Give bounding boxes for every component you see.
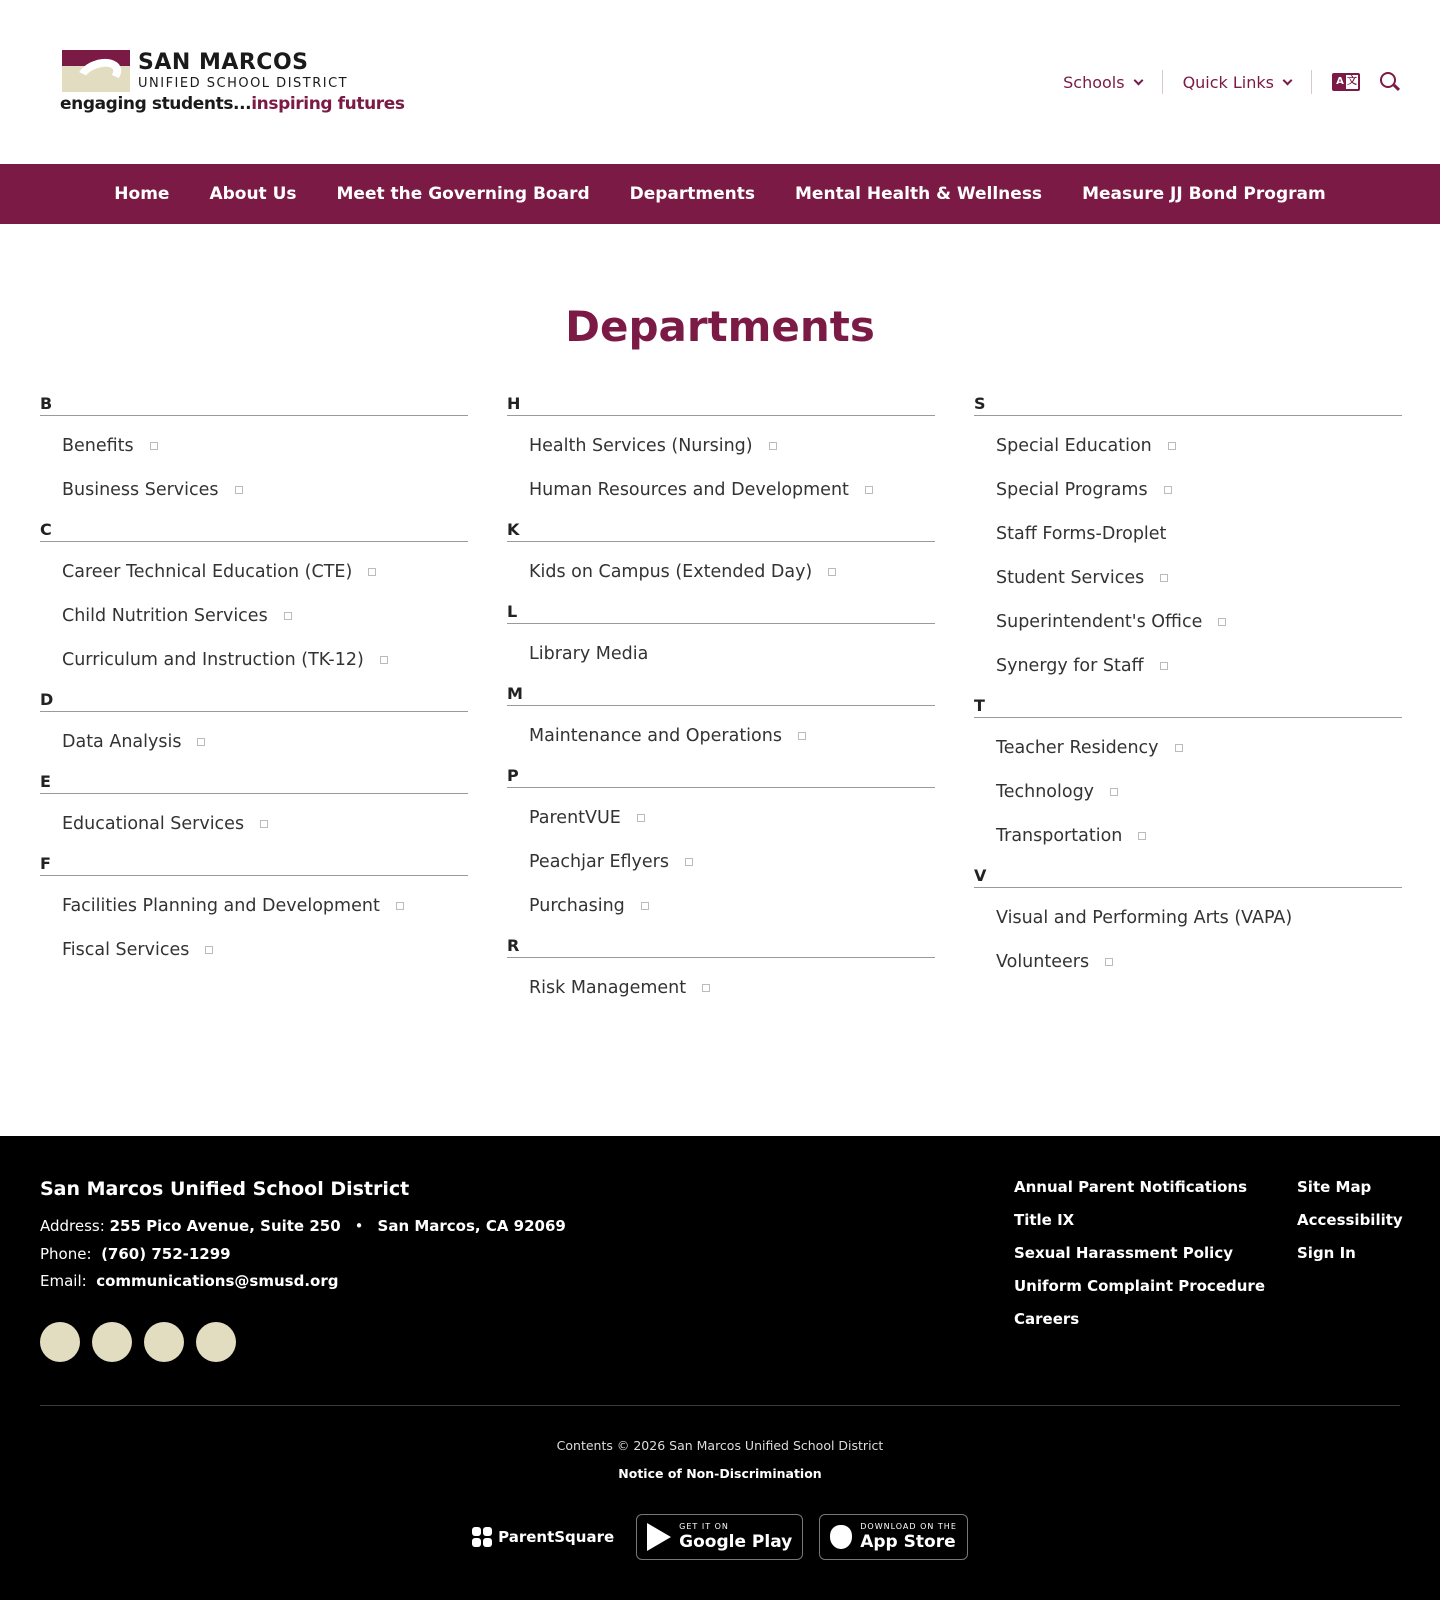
search-icon[interactable] [1380,72,1400,92]
google-play-badge[interactable]: GET IT ON Google Play [636,1514,803,1560]
department-link[interactable] [507,632,935,676]
department-link[interactable] [507,966,935,1010]
department-label: ParentVUE [529,808,621,828]
department-link[interactable] [507,884,935,928]
department-group [507,766,935,936]
department-list [507,788,935,936]
department-label: Library Media [529,644,649,664]
logo-name: SAN MARCOS [138,50,309,75]
footer-link[interactable]: Annual Parent Notifications [1014,1178,1248,1196]
department-column [974,394,1402,992]
group-letter: K [507,520,935,542]
department-list [40,794,468,854]
department-link[interactable] [974,726,1402,770]
parentsquare-link[interactable]: ParentSquare [472,1527,620,1547]
department-link[interactable] [507,424,935,468]
department-group [40,772,468,854]
department-link[interactable] [40,802,468,846]
main-nav [0,164,1440,224]
department-link[interactable] [40,550,468,594]
department-link[interactable] [40,928,468,972]
external-link-icon [1105,958,1113,966]
nav-item[interactable]: About Us [209,184,297,204]
department-column [40,394,468,980]
department-list [40,712,468,772]
external-link-icon [702,984,710,992]
group-letter: V [974,866,1402,888]
quick-links-label: Quick Links [1182,72,1274,92]
department-link[interactable] [974,644,1402,688]
department-label: Superintendent's Office [996,612,1203,632]
department-label: Facilities Planning and Development [62,896,380,916]
external-link-icon [685,858,693,866]
external-link-icon [1164,486,1172,494]
app-store-badge[interactable]: DOWNLOAD ON THE App Store [819,1514,968,1560]
social-icon[interactable] [40,1322,80,1362]
department-label: Curriculum and Instruction (TK-12) [62,650,364,670]
social-icon[interactable] [92,1322,132,1362]
district-logo[interactable] [60,48,405,120]
external-link-icon [205,946,213,954]
external-link-icon [368,568,376,576]
external-link-icon [1218,618,1226,626]
department-list [507,706,935,766]
department-label: Human Resources and Development [529,480,849,500]
footer-link[interactable]: Sexual Harassment Policy [1014,1244,1233,1262]
footer-address: Address: 255 Pico Avenue, Suite 250 • San Marcos, CA 92069 [40,1217,566,1235]
department-group [40,854,468,980]
department-list [40,416,468,520]
external-link-icon [1110,788,1118,796]
department-group [974,394,1402,696]
department-label: Health Services (Nursing) [529,436,753,456]
department-label: Purchasing [529,896,625,916]
department-group [40,520,468,690]
group-letter: T [974,696,1402,718]
main-content [0,224,1440,1136]
apple-icon [830,1525,852,1549]
department-group [974,866,1402,992]
group-letter: S [974,394,1402,416]
nav-item[interactable]: Meet the Governing Board [336,184,590,204]
department-link[interactable] [974,556,1402,600]
external-link-icon [197,738,205,746]
app-badges [0,1514,1440,1560]
external-link-icon [769,442,777,450]
department-group [507,684,935,766]
department-link[interactable] [974,468,1402,512]
logo-subname: UNIFIED SCHOOL DISTRICT [138,76,349,91]
department-list [974,888,1402,992]
external-link-icon [1138,832,1146,840]
department-link[interactable] [40,424,468,468]
department-label: Risk Management [529,978,687,998]
schools-dropdown[interactable] [1043,73,1161,92]
external-link-icon [637,814,645,822]
footer-links [1014,1178,1265,1343]
nav-item[interactable]: Mental Health & Wellness [795,184,1043,204]
department-label: Technology [996,782,1095,802]
schools-label: Schools [1063,72,1125,92]
external-link-icon [235,486,243,494]
nav-item[interactable]: Departments [629,184,756,204]
department-label: Business Services [62,480,219,500]
department-label: Special Programs [996,480,1148,500]
google-play-icon [647,1523,671,1551]
group-letter: H [507,394,935,416]
group-letter: E [40,772,468,794]
external-link-icon [1168,442,1176,450]
department-label: Teacher Residency [996,738,1159,758]
department-link[interactable] [974,896,1402,940]
department-link[interactable] [40,468,468,512]
external-link-icon [396,902,404,910]
department-label: Career Technical Education (CTE) [62,562,353,582]
department-label: Fiscal Services [62,940,190,960]
social-icon[interactable] [144,1322,184,1362]
department-group [40,690,468,772]
external-link-icon [1175,744,1183,752]
department-label: Visual and Performing Arts (VAPA) [996,908,1293,928]
department-label: Student Services [996,568,1145,588]
quick-links-dropdown[interactable] [1163,73,1311,92]
external-link-icon [641,902,649,910]
department-group [507,936,935,1018]
department-list [507,416,935,520]
external-link-icon [1160,662,1168,670]
department-label: Maintenance and Operations [529,726,782,746]
email-link[interactable]: communications@smusd.org [96,1272,339,1290]
non-discrimination-link[interactable]: Notice of Non-Discrimination [618,1466,822,1481]
footer-email: Email: communications@smusd.org [40,1272,339,1290]
group-letter: R [507,936,935,958]
department-group [507,520,935,602]
group-letter: L [507,602,935,624]
page-title: Departments [565,302,875,351]
department-link[interactable] [40,594,468,638]
external-link-icon [828,568,836,576]
department-link[interactable] [974,814,1402,858]
department-label: Child Nutrition Services [62,606,268,626]
utility-bar [1043,68,1400,96]
group-letter: D [40,690,468,712]
department-link[interactable] [40,638,468,682]
department-label: Special Education [996,436,1152,456]
department-column [507,394,935,1018]
department-link[interactable] [507,840,935,884]
nav-item[interactable]: Measure JJ Bond Program [1082,184,1326,204]
group-letter: B [40,394,468,416]
department-link[interactable] [40,884,468,928]
external-link-icon [798,732,806,740]
department-label: Synergy for Staff [996,656,1144,676]
department-link[interactable] [974,512,1402,556]
social-links [40,1322,236,1362]
department-label: Volunteers [996,952,1090,972]
chevron-down-icon [1133,75,1143,85]
department-label: Staff Forms-Droplet [996,524,1167,544]
group-letter: C [40,520,468,542]
footer-link[interactable]: Sign In [1297,1244,1356,1262]
department-list [974,718,1402,866]
department-list [40,542,468,690]
department-link[interactable] [507,468,935,512]
social-icon[interactable] [196,1322,236,1362]
chevron-down-icon [1283,75,1293,85]
footer-phone: Phone: (760) 752-1299 [40,1245,231,1263]
department-label: Transportation [996,826,1123,846]
department-label: Educational Services [62,814,245,834]
copyright: Contents © 2026 San Marcos Unified School District [556,1438,884,1453]
nav-item[interactable]: Home [114,184,170,204]
group-letter: F [40,854,468,876]
logo-mark-icon [62,50,130,92]
department-link[interactable] [974,424,1402,468]
footer-link[interactable]: Title IX [1014,1211,1075,1229]
external-link-icon [1160,574,1168,582]
department-link[interactable] [974,770,1402,814]
footer-links [1297,1178,1403,1277]
external-link-icon [284,612,292,620]
external-link-icon [380,656,388,664]
department-label: Kids on Campus (Extended Day) [529,562,813,582]
department-group [507,394,935,520]
parentsquare-icon [472,1527,492,1547]
department-link[interactable] [974,600,1402,644]
footer-link[interactable]: Accessibility [1297,1211,1403,1229]
footer-link[interactable]: Uniform Complaint Procedure [1014,1277,1265,1295]
department-label: Benefits [62,436,134,456]
department-list [40,876,468,980]
external-link-icon [865,486,873,494]
phone-link[interactable]: (760) 752-1299 [101,1245,231,1263]
external-link-icon [150,442,158,450]
department-label: Peachjar Eflyers [529,852,669,872]
footer-link[interactable]: Site Map [1297,1178,1372,1196]
footer-district-name: San Marcos Unified School District [40,1178,410,1200]
department-label: Data Analysis [62,732,182,752]
site-footer [0,1136,1440,1600]
department-list [507,958,935,1018]
divider [1311,70,1312,94]
footer-divider [40,1405,1400,1406]
translate-icon[interactable]: A 文 [1332,73,1360,91]
department-group [507,602,935,684]
external-link-icon [260,820,268,828]
group-letter: M [507,684,935,706]
footer-link[interactable]: Careers [1014,1310,1080,1328]
department-list [974,416,1402,696]
department-link[interactable] [507,796,935,840]
site-header [0,0,1440,164]
logo-tagline: engaging students...inspiring futures [60,94,405,114]
department-group [974,696,1402,866]
department-group [40,394,468,520]
department-link[interactable] [507,550,935,594]
department-link[interactable] [40,720,468,764]
department-link[interactable] [507,714,935,758]
group-letter: P [507,766,935,788]
department-list [507,624,935,684]
department-list [507,542,935,602]
department-link[interactable] [974,940,1402,984]
